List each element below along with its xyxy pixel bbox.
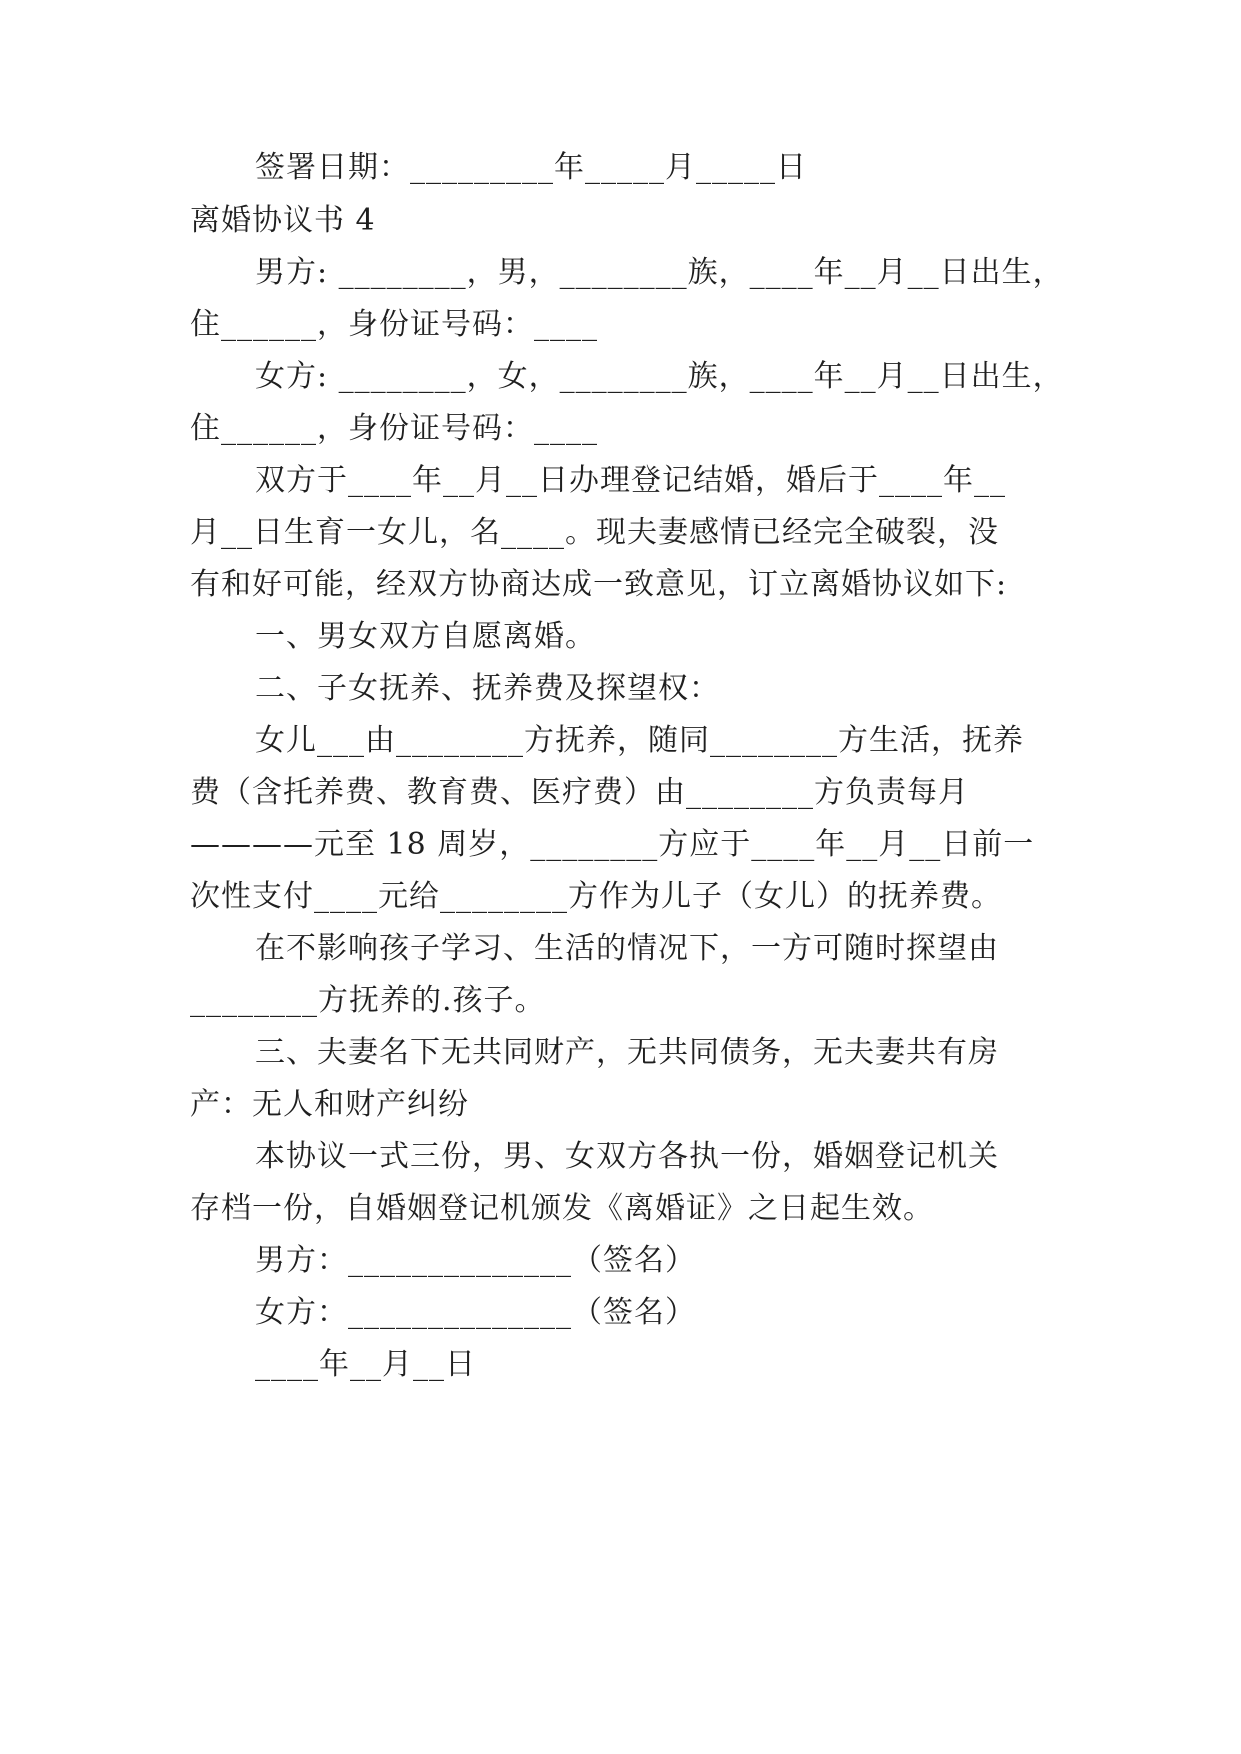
female-signature: 女方：______________（签名） bbox=[255, 1295, 696, 1330]
marriage-line-2: 月__日生育一女儿，名____。现夫妻感情已经完全破裂，没 bbox=[190, 515, 999, 550]
custody-line-3: ————元至 18 周岁，________方应于____年__月__日前一 bbox=[190, 827, 1035, 862]
male-signature: 男方：______________（签名） bbox=[255, 1243, 696, 1278]
clause-2-title: 二、子女抚养、抚养费及探望权： bbox=[255, 671, 720, 706]
marriage-line-1: 双方于____年__月__日办理登记结婚，婚后于____年__ bbox=[255, 463, 1006, 498]
female-party-line-2: 住______，身份证号码：____ bbox=[190, 411, 598, 446]
visit-line-2: ________方抚养的.孩子。 bbox=[190, 983, 546, 1018]
effect-line-2: 存档一份，自婚姻登记机颁发《离婚证》之日起生效。 bbox=[190, 1191, 934, 1226]
effect-line-1: 本协议一式三份，男、女双方各执一份，婚姻登记机关 bbox=[255, 1139, 999, 1174]
visit-line-1: 在不影响孩子学习、生活的情况下，一方可随时探望由 bbox=[255, 931, 999, 966]
custody-line-1: 女儿___由________方抚养，随同________方生活，抚养 bbox=[255, 723, 1024, 758]
signing-date: 签署日期：_________年_____月_____日 bbox=[255, 150, 807, 185]
male-party-line-2: 住______，身份证号码：____ bbox=[190, 307, 598, 342]
clause-1: 一、男女双方自愿离婚。 bbox=[255, 619, 596, 654]
date-line: ____年__月__日 bbox=[255, 1347, 476, 1382]
clause-3-line-1: 三、夫妻名下无共同财产，无共同债务，无夫妻共有房 bbox=[255, 1035, 999, 1070]
custody-line-2: 费（含托养费、教育费、医疗费）由________方负责每月 bbox=[190, 775, 969, 810]
custody-line-4: 次性支付____元给________方作为儿子（女儿）的抚养费。 bbox=[190, 879, 1002, 914]
document-title: 离婚协议书 4 bbox=[190, 203, 376, 238]
female-party-line-1: 女方: ________，女，________族，____年__月__日出生， bbox=[255, 359, 1064, 394]
marriage-line-3: 有和好可能，经双方协商达成一致意见，订立离婚协议如下: bbox=[190, 567, 1008, 602]
male-party-line-1: 男方: ________，男，________族，____年__月__日出生， bbox=[255, 255, 1064, 290]
clause-3-line-2: 产：无人和财产纠纷 bbox=[190, 1087, 469, 1122]
